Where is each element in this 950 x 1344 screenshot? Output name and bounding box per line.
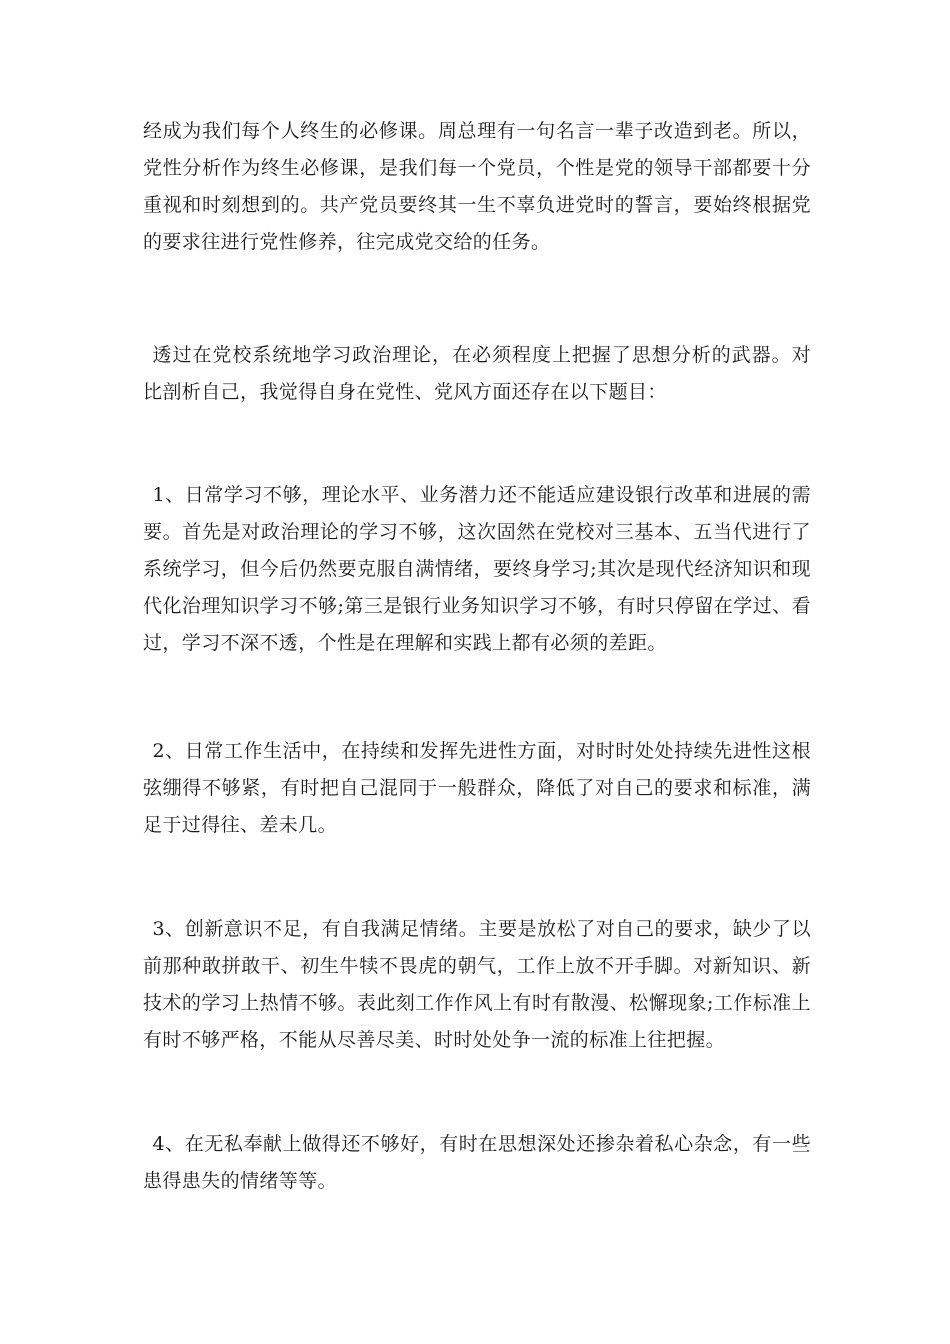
paragraph-item-3: 3、创新意识不足，有自我满足情绪。主要是放松了对自己的要求，缺少了以前那种敢拼敢干、初生牛犊不畏虎的朝气，工作上放不开手脚。对新知识、新技术的学习上热情不够。表此刻工作作风上有时有散漫、松懈现象;工作标准上有时不够严格，不能从尽善尽美、时时处处争一流的标准上往把握。: [143, 918, 811, 1051]
paragraph-continuation: 经成为我们每个人终生的必修课。周总理有一句名言一辈子改造到老。所以，党性分析作为终生必修课，是我们每一个党员，个性是党的领导干部都要十分重视和时刻想到的。共产党员要终其一生不辜负进党时的誓言，要始终根据党的要求往进行党性修养，往完成党交给的任务。: [143, 120, 811, 253]
paragraph-intro: 透过在党校系统地学习政治理论，在必须程度上把握了思想分析的武器。对比剖析自己，我觉得自身在党性、党风方面还存在以下题目：: [143, 344, 811, 403]
paragraph-item-4: 4、在无私奉献上做得还不够好，有时在思想深处还掺杂着私心杂念，有一些患得患失的情绪等等。: [143, 1133, 811, 1192]
paragraph-item-2: 2、日常工作生活中，在持续和发挥先进性方面，对时时处处持续先进性这根弦绷得不够紧，有时把自己混同于一般群众，降低了对自己的要求和标准，满足于过得往、差未几。: [143, 740, 811, 836]
paragraph-item-1: 1、日常学习不够，理论水平、业务潜力还不能适应建设银行改革和进展的需要。首先是对政治理论的学习不够，这次固然在党校对三基本、五当代进行了系统学习，但今后仍然要克服自满情绪，要终身学习;其次是现代经济知识和现代化治理知识学习不够;第三是银行业务知识学习不够，有时只停留在学过、看过，学习不深不透，个性是在理解和实践上都有必须的差距。: [143, 484, 811, 654]
